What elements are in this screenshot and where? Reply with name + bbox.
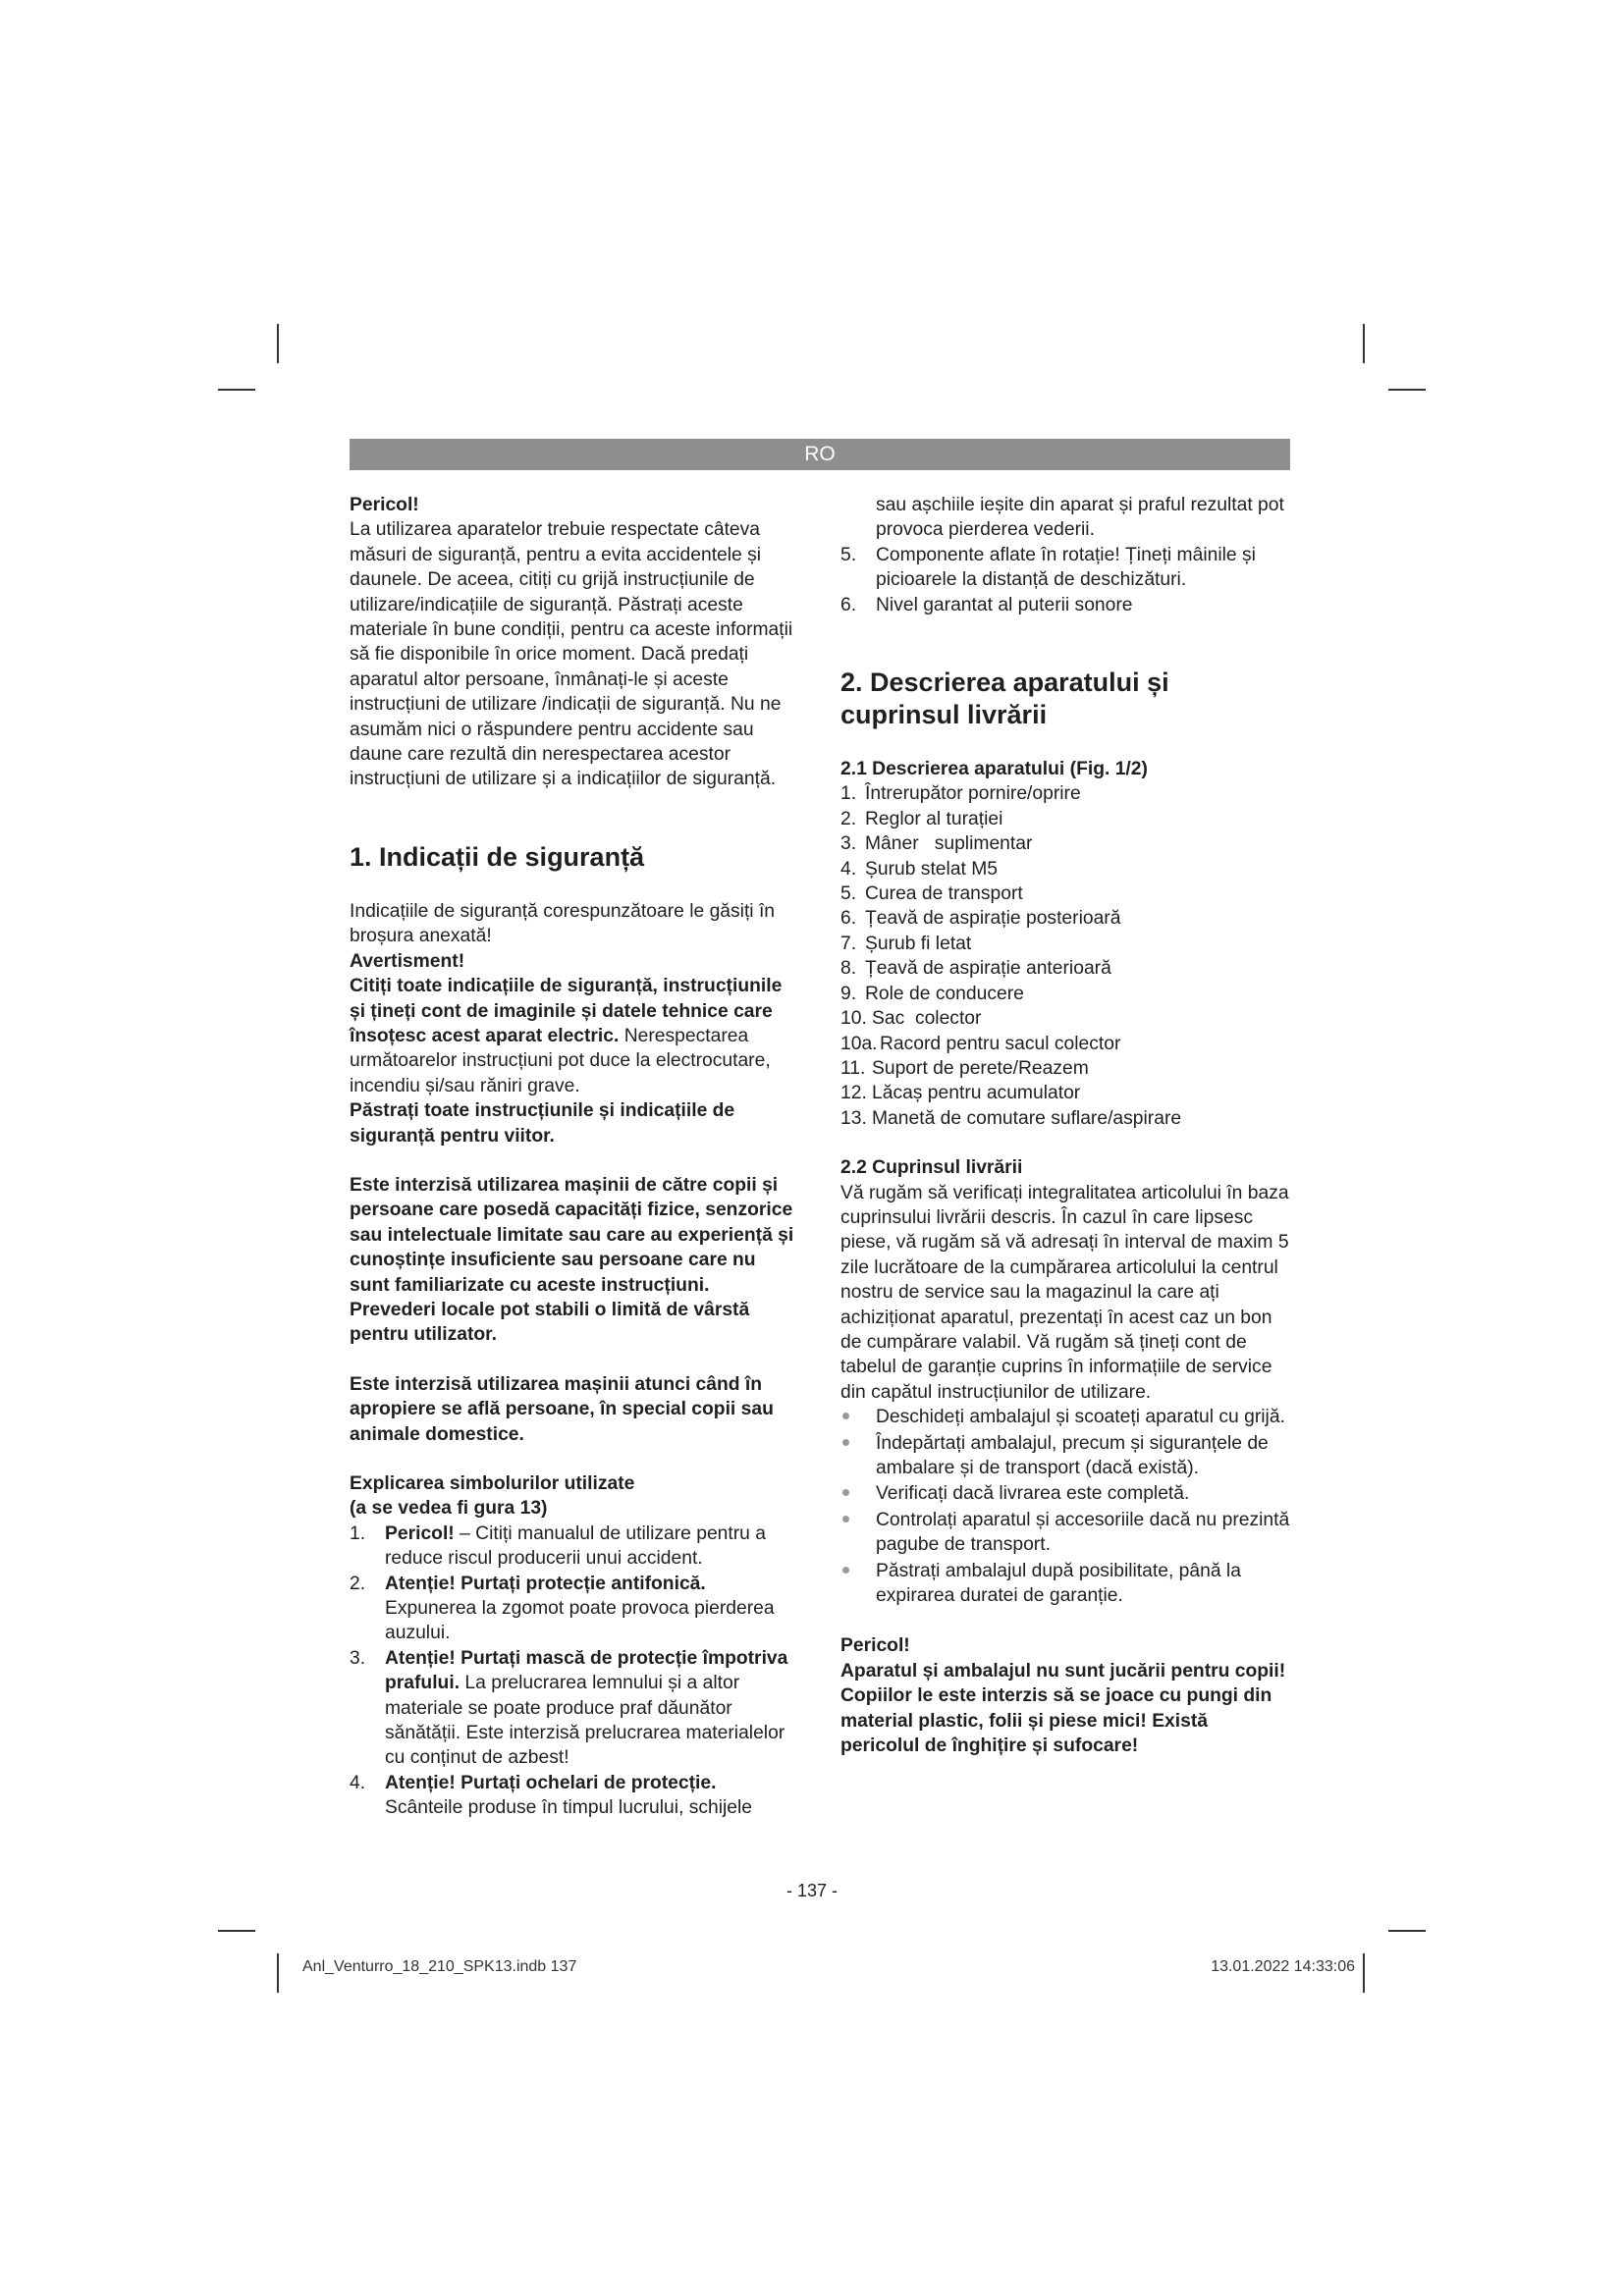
parts-list-item bbox=[840, 831, 1290, 856]
parts-list-item bbox=[840, 1081, 1290, 1105]
symbol-text: Nivel garantat al puterii sonore bbox=[876, 594, 1133, 615]
symbols-subtitle: (a se vedea fi gura 13) bbox=[350, 1498, 548, 1520]
parts-list-item bbox=[840, 857, 1290, 881]
list-item bbox=[350, 1771, 797, 1821]
checklist-text: Verificați dacă livrarea este completă. bbox=[876, 1483, 1190, 1505]
symbol-bold: Atenție! Purtați protecție antifonică. bbox=[385, 1573, 706, 1594]
parts-list-item bbox=[840, 956, 1290, 981]
part-name: Curea de transport bbox=[865, 883, 1023, 905]
part-name: Țeavă de aspirație posterioară bbox=[865, 908, 1121, 930]
section2-2-title: 2.2 Cuprinsul livrării bbox=[840, 1157, 1023, 1179]
symbols-list-continued bbox=[840, 493, 1290, 543]
symbol-text: Scânteile produse în timpul lucrului, schijele bbox=[385, 1797, 753, 1819]
children-restriction-text: Este interzisă utilizarea mașinii de către copii și persoane care posedă capacități fizice, senzorice sau intelectuale limitate sau care au experiență și cunoștințe insuficiente sau persoane care nu sunt familiarizate cu aceste instrucțiuni. Prevederi locale pot stabili o limită de vârstă pentru utilizator. bbox=[350, 1174, 794, 1346]
bullet-icon bbox=[842, 1516, 849, 1522]
footer-filename: Anl_Venturro_18_210_SPK13.indb 137 bbox=[302, 1958, 577, 1975]
checklist-text: Îndepărtați ambalajul, precum și siguranțele de ambalare și de transport (dacă există). bbox=[876, 1432, 1269, 1478]
list-number: 2. bbox=[840, 808, 857, 829]
list-number: 2. bbox=[350, 1573, 366, 1594]
list-number: 8. bbox=[840, 958, 857, 980]
symbol-bold: Pericol! bbox=[385, 1522, 455, 1544]
list-number: 6. bbox=[840, 594, 857, 615]
list-number: 10. bbox=[840, 1008, 867, 1030]
parts-list-item bbox=[840, 1056, 1290, 1081]
parts-list-item bbox=[840, 781, 1290, 806]
parts-list-item bbox=[840, 932, 1290, 956]
parts-list-item bbox=[840, 1106, 1290, 1131]
symbol-text: La prelucrarea lemnului și a altor materiale se poate produce praf dăunător sănătății. Este interzisă prelucrarea materialelor cu conținut de azbest! bbox=[385, 1673, 785, 1769]
part-name: Șurub stelat M5 bbox=[865, 858, 999, 880]
symbol-text-continued: sau așchiile ieșite din aparat și praful rezultat pot provoca pierderea vederii. bbox=[876, 495, 1284, 541]
parts-list-item bbox=[840, 807, 1290, 831]
symbols-title: Explicarea simbolurilor utilizate bbox=[350, 1473, 635, 1494]
list-item bbox=[350, 1646, 797, 1771]
page-number: - 137 - bbox=[785, 1881, 839, 1900]
list-number: 4. bbox=[350, 1772, 366, 1793]
symbol-bold: Atenție! Purtați ochelari de protecție. bbox=[385, 1772, 717, 1793]
list-number: 10a. bbox=[840, 1033, 878, 1054]
warning-keep-text: Păstrați toate instrucțiunile și indicațiile de siguranță pentru viitor. bbox=[350, 1100, 735, 1147]
checklist-text: Deschideți ambalajul și scoateți aparatul cu grijă. bbox=[876, 1407, 1285, 1428]
symbols-list-tail bbox=[840, 543, 1290, 617]
checklist-item bbox=[840, 1405, 1290, 1429]
symbol-text: – Citiți manualul de utilizare pentru a reduce riscul producerii unui accident. bbox=[385, 1522, 766, 1570]
checklist-item bbox=[840, 1508, 1290, 1558]
list-number: 11. bbox=[840, 1057, 866, 1079]
symbol-bold: Atenție! Purtați mască de protecție împotriva prafului. bbox=[385, 1647, 788, 1694]
warning-bold-text: Citiți toate indicațiile de siguranță, instrucțiunile și țineți cont de imaginile și datele tehnice care însoțesc acest aparat electric. bbox=[350, 976, 783, 1046]
list-number: 1. bbox=[350, 1522, 366, 1544]
footer-timestamp: 13.01.2022 14:33:06 bbox=[1211, 1958, 1355, 1975]
crop-mark bbox=[1363, 1953, 1365, 1993]
part-name: Role de conducere bbox=[865, 983, 1024, 1004]
danger-title: Pericol! bbox=[840, 1635, 910, 1657]
part-name: Manetă de comutare suflare/aspirare bbox=[872, 1107, 1182, 1129]
list-number: 3. bbox=[840, 833, 857, 855]
list-number: 9. bbox=[840, 983, 857, 1004]
section1-intro: Indicațiile de siguranță corespunzătoare le găsiți în broșura anexată! bbox=[350, 900, 776, 947]
nearby-restriction-text: Este interzisă utilizarea mașinii atunci când în apropiere se află persoane, în special copii sau animale domestice. bbox=[350, 1373, 774, 1445]
checklist-text: Controlați aparatul și accesoriile dacă nu prezintă pagube de transport. bbox=[876, 1509, 1290, 1556]
part-name: Mâner suplimentar bbox=[865, 833, 1033, 855]
list-item bbox=[840, 593, 1290, 617]
crop-mark bbox=[1363, 324, 1365, 363]
parts-list-item bbox=[840, 1032, 1290, 1056]
checklist-item bbox=[840, 1431, 1290, 1481]
list-item bbox=[350, 1572, 797, 1646]
language-code: RO bbox=[804, 443, 836, 465]
part-name: Lăcaș pentru acumulator bbox=[872, 1083, 1081, 1104]
crop-mark bbox=[1388, 1930, 1426, 1932]
part-name: Țeavă de aspirație anterioară bbox=[865, 958, 1111, 980]
symbols-list bbox=[350, 1522, 797, 1821]
list-item bbox=[840, 493, 1290, 543]
intro-heading: Pericol! bbox=[350, 495, 419, 515]
list-number: 4. bbox=[840, 858, 857, 880]
left-column bbox=[350, 493, 797, 1821]
warning-title: Avertisment! bbox=[350, 950, 465, 972]
crop-mark bbox=[218, 1930, 255, 1932]
bullet-icon bbox=[842, 1567, 849, 1574]
checklist-item bbox=[840, 1481, 1290, 1506]
section2-1-title: 2.1 Descrierea aparatului (Fig. 1/2) bbox=[840, 759, 1148, 780]
parts-list-item bbox=[840, 1006, 1290, 1031]
warning-paragraph bbox=[350, 974, 797, 1098]
part-name: Racord pentru sacul colector bbox=[880, 1033, 1121, 1054]
crop-mark bbox=[277, 324, 279, 363]
delivery-checklist bbox=[840, 1405, 1290, 1608]
list-number: 3. bbox=[350, 1647, 366, 1669]
section2-title: 2. Descrierea aparatului și cuprinsul livrării bbox=[840, 667, 1169, 730]
warning-normal-text: Nerespectarea următoarelor instrucțiuni pot duce la electrocutare, incendiu și/sau răniri grave. bbox=[350, 1025, 771, 1096]
checklist-text: Păstrați ambalajul după posibilitate, până la expirarea duratei de garanție. bbox=[876, 1560, 1241, 1607]
crop-mark bbox=[277, 1953, 279, 1993]
list-item bbox=[840, 543, 1290, 593]
list-number: 13. bbox=[840, 1107, 867, 1129]
language-header-bar bbox=[350, 439, 1290, 470]
list-number: 6. bbox=[840, 908, 857, 930]
part-name: Sac colector bbox=[872, 1008, 982, 1030]
checklist-item bbox=[840, 1559, 1290, 1609]
list-number: 1. bbox=[840, 783, 857, 805]
list-item bbox=[350, 1522, 797, 1572]
list-number: 5. bbox=[840, 883, 857, 905]
section1-title: 1. Indicații de siguranță bbox=[350, 841, 645, 872]
part-name: Întrerupător pornire/oprire bbox=[865, 783, 1081, 805]
right-column bbox=[840, 493, 1290, 1758]
list-number: 12. bbox=[840, 1083, 867, 1104]
part-name: Reglor al turației bbox=[865, 808, 1003, 829]
part-name: Șurub fi letat bbox=[865, 933, 972, 954]
parts-list-item bbox=[840, 881, 1290, 906]
list-number: 5. bbox=[840, 544, 857, 565]
list-number: 7. bbox=[840, 933, 857, 954]
danger-text: Aparatul și ambalajul nu sunt jucării pentru copii! Copiilor le este interzis să se joace cu pungi din material plastic, folii și piese mici! Există pericolul de înghițire și sufocare! bbox=[840, 1660, 1286, 1757]
bullet-icon bbox=[842, 1489, 849, 1496]
symbol-text: Componente aflate în rotație! Țineți mâinile și picioarele la distanță de deschizături. bbox=[876, 544, 1256, 591]
parts-list-item bbox=[840, 982, 1290, 1006]
bullet-icon bbox=[842, 1439, 849, 1446]
delivery-text: Vă rugăm să verificați integralitatea articolului în baza cuprinsului livrării descris. În cazul în care lipsesc piese, vă rugăm să vă adresați în interval de maxim 5 zile lucrătoare de la cumpărarea articolului la centrul nostru de service sau la magazinul la care ați achiziționat aparatul, prezentați în acest caz un bon de cumpărare valabil. Vă rugăm să țineți cont de tabelul de garanție cuprins în informațiile de service din capătul instrucțiunilor de utilizare. bbox=[840, 1182, 1289, 1403]
parts-list bbox=[840, 781, 1290, 1131]
part-name: Suport de perete/Reazem bbox=[872, 1057, 1089, 1079]
crop-mark bbox=[1388, 389, 1426, 391]
bullet-icon bbox=[842, 1413, 849, 1419]
crop-mark bbox=[218, 389, 255, 391]
symbol-text: Expunerea la zgomot poate provoca pierderea auzului. bbox=[385, 1598, 775, 1644]
intro-text: La utilizarea aparatelor trebuie respectate câteva măsuri de siguranță, pentru a evita accidentele și daunele. De aceea, citiți cu grijă instrucțiunile de utilizare/indicațiile de siguranță. Păstrați aceste materiale în bune condiții, pentru ca aceste informații să fie disponibile în orice moment. Dacă predați aparatul altor persoane, înmânați-le și aceste instrucțiuni de utilizare /indicații de siguranță. Nu ne asumăm nici o răspundere pentru accidente sau daune care rezultă din nerespectarea acestor instrucțiuni de utilizare și a indicațiilor de siguranță. bbox=[350, 519, 793, 790]
parts-list-item bbox=[840, 906, 1290, 931]
